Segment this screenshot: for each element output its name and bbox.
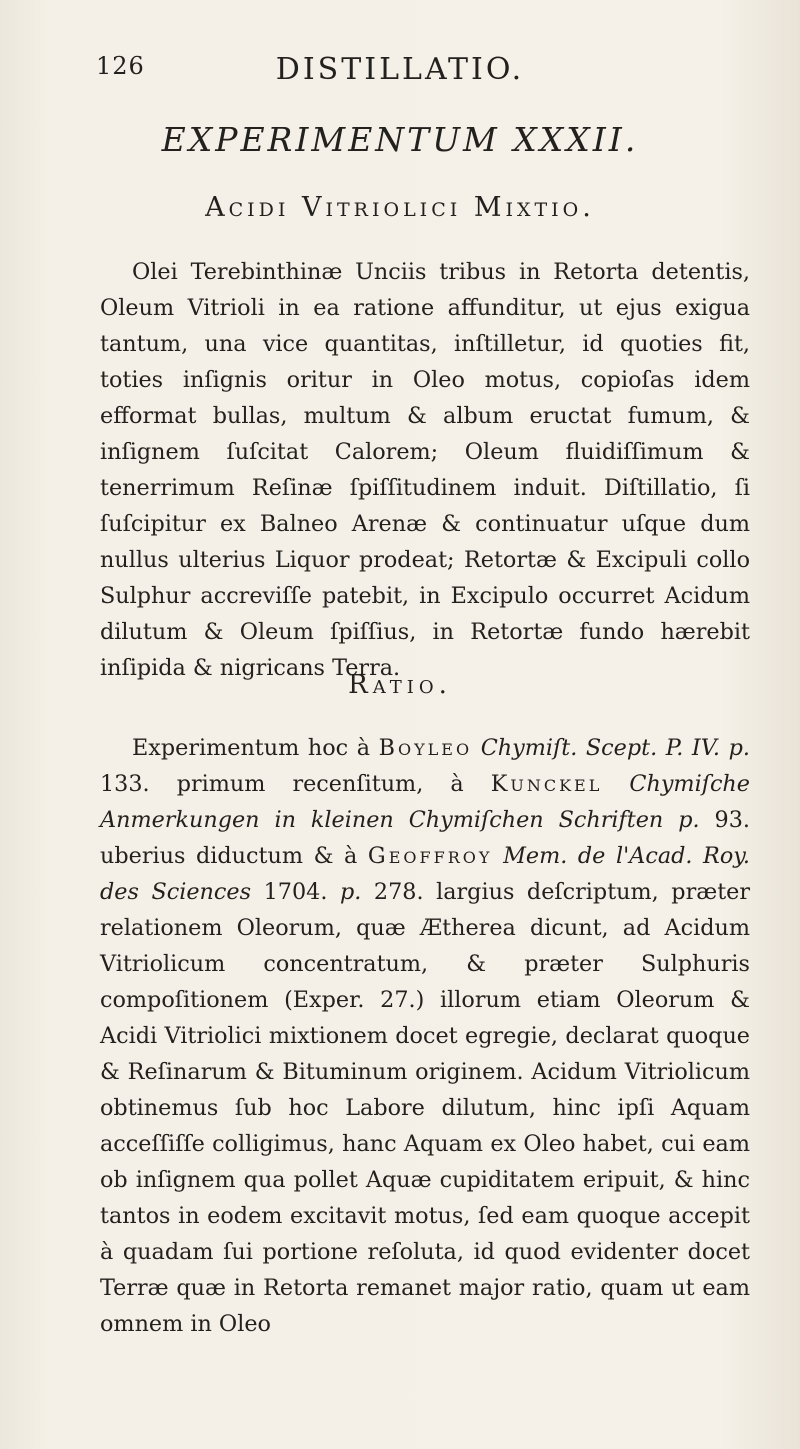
work-title-boyle: Chymiſt. Scept. P. IV. p. [480,735,750,761]
section-heading-ratio: Ratio. [348,670,452,700]
author-name-boyle: Boyleo [378,735,473,761]
author-name-geoffroy: Geoffroy [367,843,493,869]
page-header [0,52,800,92]
experiment-subtitle: Acidi Vitriolici Mixtio. [205,192,595,223]
text-segment: 93. uberius diductum & à [100,807,750,869]
text-segment: Experimentum hoc à [132,735,379,761]
procedure-paragraph: Olei Terebinthinæ Unciis tribus in Retorta detentis, Oleum Vitrioli in ea ratione affunditur, ut ejus exigua tantum, una vice quantitas, inſtilletur, id quoties fit, toties inſignis oritur in Oleo motus, copioſas idem efformat bullas, multum & album eructat fumum, & inſignem ſuſcitat Calorem; Oleum fluidiſſimum & tenerrimum Reſinæ ſpiſſitudinem induit. Diſtillatio, ſi ſuſcipitur ex Balneo Arenæ & continuatur uſque dum nullus ulterius Liquor prodeat; Retortæ & Excipuli collo Sulphur accreviſſe patebit, in Excipulo occurret Acidum dilutum & Oleum ſpiſſius, in Retortæ fundo hærebit inſipida & nigricans Terra. [100,259,750,681]
text-segment: 278. largius deſcriptum, præter relationem Oleorum, quæ Ætherea dicunt, ad Acidum Vitriolicum concentratum, & præter Sulphuris compoſitionem (Exper. 27.) illorum etiam Oleorum & Acidi Vitriolici mixtionem docet egregie, declarat quoque & Reſinarum & Bituminum originem. Acidum Vitriolicum obtinemus ſub hoc Labore dilutum, hinc ipſi Aquam acceſſiſſe colligimus, hanc Aquam ex Oleo habet, cui eam ob inſignem qua pollet Aquæ cupiditatem eripuit, & hinc tantos in eodem excitavit motus, ſed eam quoque accepit à quadam ſui portione reſoluta, id quod evidenter docet Terræ quæ in Retorta remanet major ratio, quam ut eam omnem in Oleo [100,879,751,1337]
work-title-geoffroy: Mem. de l'Acad. Roy. des Sciences [100,843,750,905]
ratio-paragraph [100,730,750,1342]
text-segment: 133. primum recenſitum, à [100,771,491,797]
experiment-title: EXPERIMENTUM XXXII. [161,120,639,159]
text-segment [602,771,629,797]
text-segment [492,843,503,869]
running-head: DISTILLATIO. [275,52,525,87]
page-reference: p. [339,879,362,905]
text-segment: 1704. [251,879,340,905]
page-number: 126 [96,52,145,80]
author-name-kunckel: Kunckel [490,771,603,797]
work-title-kunckel: Chymiſche Anmerkungen in kleinen Chymiſchen Schriften p. [100,771,750,833]
text-segment [472,735,481,761]
